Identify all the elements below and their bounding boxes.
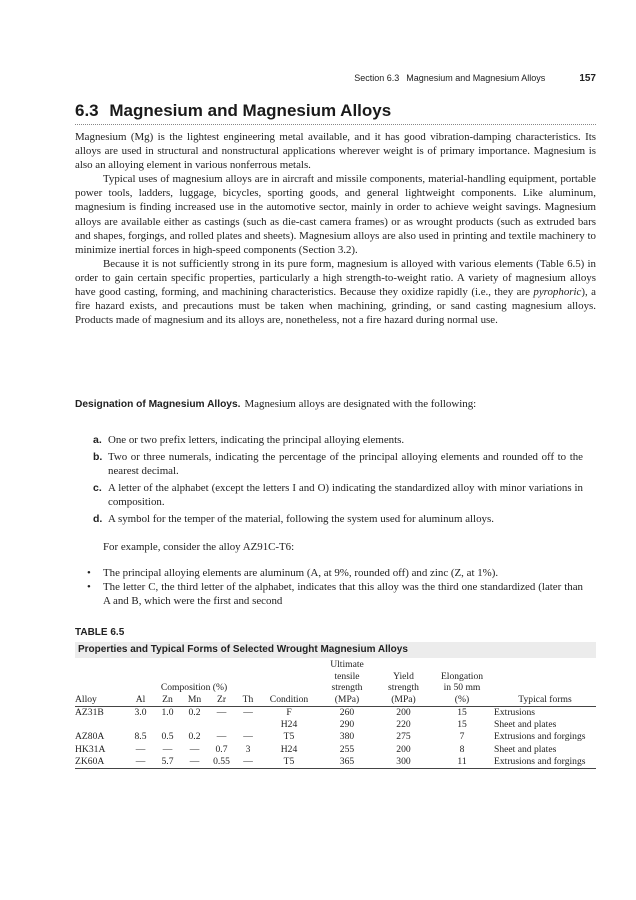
table-cell: —	[162, 743, 173, 755]
paragraph-3	[75, 257, 596, 327]
properties-table	[75, 659, 596, 769]
bullet-item	[87, 580, 583, 608]
paragraph-3-italic: pyrophoric	[533, 286, 582, 299]
yield-header-1: Yield	[393, 670, 414, 682]
table-cell: HK31A	[75, 743, 106, 755]
uts-header-2: tensile	[334, 670, 360, 682]
table-cell: ZK60A	[75, 756, 127, 769]
list-marker: b.	[93, 451, 103, 464]
table-cell: 380	[339, 731, 355, 743]
list-text: A symbol for the temper of the material, following the system used for aluminum alloys.	[108, 513, 494, 526]
table-cell: 15	[457, 707, 467, 718]
designation-intro: Magnesium alloys are designated with the following:	[244, 398, 477, 410]
running-header	[300, 71, 596, 85]
table-cell	[127, 719, 154, 731]
bullet-icon: •	[87, 567, 91, 579]
table-row	[75, 719, 596, 731]
uts-header-1: Ultimate	[330, 659, 364, 670]
section-heading	[75, 101, 600, 121]
list-marker: a.	[93, 434, 102, 446]
table-cell: —	[135, 743, 146, 755]
zr-header: Zr	[208, 694, 235, 707]
table-cell: Extrusions	[494, 707, 536, 718]
table-cell: 290	[339, 719, 355, 731]
paragraph-3-part-1: Because it is not sufficiently strong in its pure form, magnesium is alloyed with various elements (Table 6.5) in order to gain certain specific properties, particularly a high strength-to-weight ratio. A variety of magnesium alloys have good casting, forming, and machining characteristics. Because they oxidize rapidly (i.e., they are	[75, 257, 596, 299]
composition-header: Composition (%)	[160, 682, 228, 693]
table-cell: 3.0	[134, 707, 147, 718]
paragraph-2: Typical uses of magnesium alloys are in aircraft and missile components, material-handling equipment, portable power tools, ladders, luggage, bicycles, sporting goods, and general lightweight components. Like aluminum, magnesium is finding increased use in the automotive sector, mainly in order to achieve weight savings. Magnesium alloys are available either as castings (such as die-cast camera frames) or as wrought products (such as extruded bars and shapes, forgings, and rolled plates and sheets). Magnesium alloys are also used in printing and textile machinery to minimize inertial forces in high-speed components (Section 3.2).	[75, 173, 596, 256]
table-header-row	[75, 659, 596, 671]
bullet-text: The letter C, the third letter of the alphabet, indicates that this alloy was the third one standardized (later than A and B, which were the first and second	[103, 581, 583, 608]
th-header: Th	[235, 694, 261, 707]
elong-header-2: in 50 mm	[443, 682, 481, 693]
table-cell	[181, 719, 208, 731]
table-cell: 0.2	[188, 707, 201, 718]
zn-header: Zn	[154, 694, 181, 707]
list-marker: d.	[93, 513, 103, 526]
list-marker: c.	[93, 482, 102, 495]
uts-header-4: (MPa)	[317, 694, 377, 707]
section-number: 6.3	[75, 101, 99, 120]
table-cell: 0.2	[188, 731, 201, 743]
table-cell: 7	[459, 731, 465, 743]
table-cell: 260	[339, 707, 355, 718]
table-cell	[154, 719, 181, 731]
table-row	[75, 744, 596, 756]
table-cell: T5	[261, 756, 317, 769]
table-cell: 11	[430, 756, 494, 769]
table-cell: —	[127, 756, 154, 769]
table-row	[75, 731, 596, 743]
table-cell	[75, 719, 127, 731]
example-sentence: For example, consider the alloy AZ91C-T6:	[103, 541, 295, 553]
paragraph-1: Magnesium (Mg) is the lightest engineering metal available, and it has good vibration-damping characteristics. Its alloys are used in structural and nonstructural applications wherever weight is of primary importance. Magnesium is also an alloying element in various nonferrous metals.	[75, 131, 596, 172]
table-cell: 200	[396, 743, 411, 755]
table-cell: 8	[459, 743, 465, 755]
elong-header-1: Elongation	[440, 670, 484, 682]
table-cell: Sheet and plates	[494, 743, 557, 755]
list-item	[93, 450, 583, 478]
table-cell: AZ31B	[75, 707, 104, 718]
table-cell: 0.5	[161, 731, 174, 743]
mn-header: Mn	[181, 694, 208, 707]
header-section-title: Magnesium and Magnesium Alloys	[406, 73, 546, 83]
header-section: Section 6.3	[354, 73, 400, 83]
al-header: Al	[127, 694, 154, 707]
table-cell: 15	[457, 719, 467, 731]
list-item	[93, 512, 583, 526]
table-caption: Properties and Typical Forms of Selected Wrought Magnesium Alloys	[75, 642, 596, 658]
list-item	[93, 481, 583, 509]
table-cell: 3	[245, 743, 251, 755]
table-cell: 0.7	[215, 743, 228, 755]
table-cell: —	[216, 731, 227, 743]
table-row	[75, 707, 596, 720]
table-cell: 275	[396, 731, 411, 743]
table-cell: 300	[377, 756, 430, 769]
table-cell	[235, 719, 261, 731]
table-cell: 365	[317, 756, 377, 769]
designation-heading: Designation of Magnesium Alloys.	[75, 399, 241, 410]
table-body	[75, 707, 596, 769]
list-item	[93, 433, 583, 447]
table-cell: Extrusions and forgings	[494, 756, 596, 769]
table-cell: 1.0	[161, 707, 174, 718]
table-cell: Extrusions and forgings	[494, 731, 586, 743]
elong-header-3: (%)	[430, 694, 494, 707]
table-cell: 200	[396, 707, 411, 718]
bullet-text: The principal alloying elements are aluminum (A, at 9%, rounded off) and zinc (Z, at 1%).	[103, 567, 499, 579]
table-cell: 255	[339, 743, 355, 755]
table-label: TABLE 6.5	[75, 627, 125, 638]
table-cell: —	[216, 707, 227, 718]
table-cell	[208, 719, 235, 731]
table-header-row	[75, 694, 596, 707]
example-bullets	[87, 566, 583, 608]
bullet-icon: •	[87, 581, 91, 594]
bullet-item	[87, 566, 583, 580]
designation-paragraph	[75, 397, 596, 412]
table-cell: F	[286, 707, 292, 718]
intro-text	[75, 130, 596, 327]
table-cell: T5	[283, 731, 295, 743]
table-cell: 220	[396, 719, 411, 731]
table-cell: 8.5	[134, 731, 147, 743]
table-cell: —	[181, 756, 208, 769]
yield-header-3: (MPa)	[377, 694, 430, 707]
table-row	[75, 756, 596, 769]
table-cell: 0.55	[208, 756, 235, 769]
table-cell: —	[189, 743, 200, 755]
condition-header: Condition	[261, 694, 317, 707]
table-cell: —	[243, 707, 253, 718]
table-cell: H24	[280, 743, 298, 755]
table-cell: AZ80A	[75, 731, 105, 743]
yield-header-2: strength	[388, 682, 419, 693]
alloy-header: Alloy	[75, 694, 127, 707]
designation-list	[93, 433, 583, 530]
page-number: 157	[579, 72, 596, 84]
heading-rule	[75, 124, 596, 125]
table-cell: —	[235, 756, 261, 769]
list-text: One or two prefix letters, indicating the principal alloying elements.	[108, 434, 405, 446]
forms-header: Typical forms	[494, 694, 596, 707]
section-title: Magnesium and Magnesium Alloys	[109, 101, 392, 120]
table-cell: —	[243, 731, 253, 743]
table-cell: 5.7	[154, 756, 181, 769]
uts-header-3: strength	[331, 682, 363, 693]
table-cell: Sheet and plates	[494, 719, 557, 731]
list-text: A letter of the alphabet (except the letters I and O) indicating the standardized alloy with minor variations in composition.	[108, 482, 583, 509]
list-text: Two or three numerals, indicating the percentage of the principal alloying elements and rounded off to the nearest decimal.	[108, 451, 583, 478]
table-header-row	[75, 671, 596, 683]
paragraph-3-part-2: ), a fire hazard exists, and precautions must be taken when machining, grinding, or sand casting magnesium alloys. Products made of magnesium and its alloys are, nonetheless, not a fire hazard during normal use.	[75, 286, 597, 327]
table-cell: H24	[280, 719, 298, 731]
